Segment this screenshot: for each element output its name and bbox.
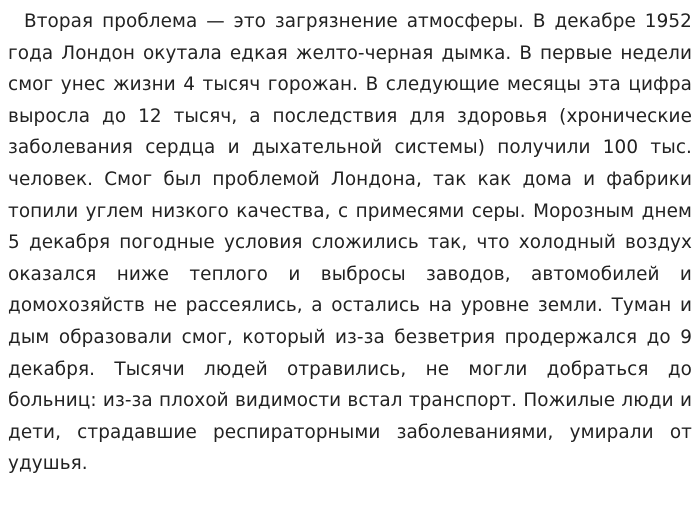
body-paragraph: Вторая проблема — это загрязнение атмосферы. В декабре 1952 года Лондон окутала едкая желто-черная дымка. В первые недели смог унес жизни 4 тысяч горожан. В следующие месяцы эта цифра выросла до 12 тысяч, а последствия для здоровья (хронические заболевания сердца и дыхательной системы) получили 100 тыс. человек. Смог был проблемой Лондона, так как дома и фабрики топили углем низкого качества, с примесями серы. Морозным днем 5 декабря погодные условия сложились так, что холодный воздух оказался ниже теплого и выбросы заводов, автомобилей и домохозяйств не рассеялись, а остались на уровне земли. Туман и дым образовали смог, который из-за безветрия продержался до 9 декабря. Тысячи людей отравились, не могли добраться до больниц: из-за плохой видимости встал транспорт. Пожилые люди и дети, страдавшие респираторными заболеваниями, умирали от удушья. [8, 11, 692, 475]
document-body [8, 6, 692, 480]
